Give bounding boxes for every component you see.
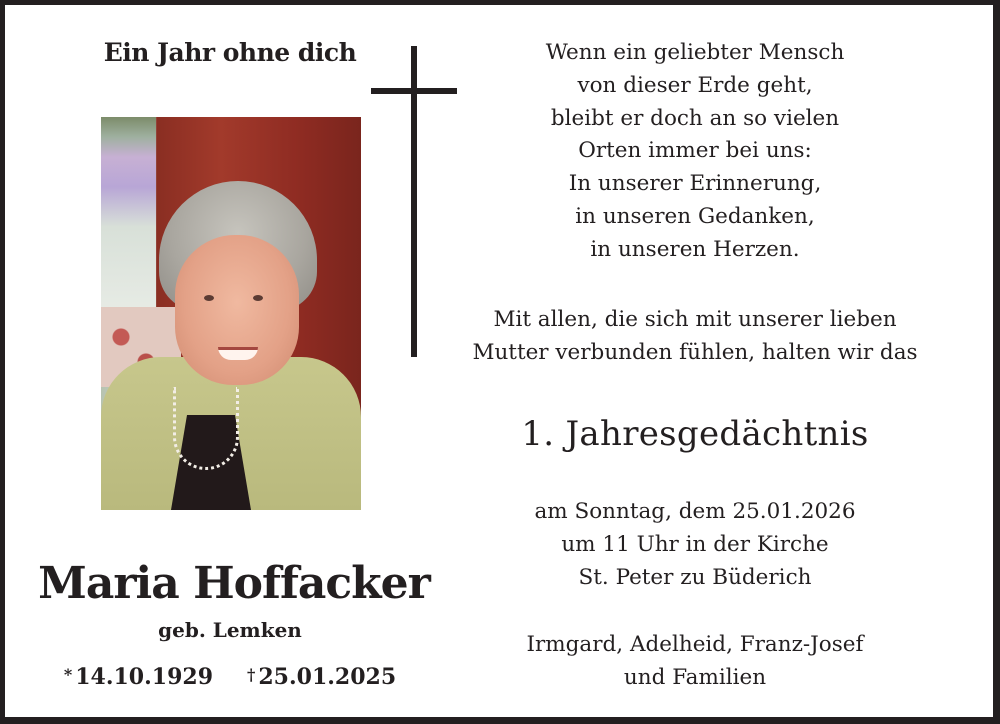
death-dagger-icon: † [247,665,256,684]
portrait-photo [101,117,361,510]
death-date: 25.01.2025 [258,664,397,690]
service-location: St. Peter zu Büderich [578,564,812,590]
poem-line: Wenn ein geliebter Mensch [545,40,845,65]
birth-star-icon: * [63,665,73,684]
service-time: um 11 Uhr in der Kirche [561,531,829,557]
poem-line: In unserer Erinnerung, [568,171,822,197]
service-date: am Sonntag, dem 25.01.2026 [534,499,856,524]
birth-date: 14.10.1929 [75,664,213,690]
poem-line: bleibt er doch an so vielen [550,105,840,131]
poem [455,37,935,267]
photo-background-window [101,117,156,317]
poem-line: von dieser Erde geht, [577,72,813,98]
family-suffix: und Familien [623,665,767,690]
photo-eye-right [253,295,263,301]
photo-necklace [173,387,239,470]
poem-line: in unseren Herzen. [590,236,800,262]
deceased-name: Maria Hoffacker [38,558,430,609]
photo-face [175,235,299,385]
occasion-title: 1. Jahresgedächtnis [521,414,869,454]
maiden-name: geb. Lemken [158,618,302,642]
service-details [455,496,935,594]
cross-horizontal-bar [371,88,457,94]
poem-line: Orten immer bei uns: [578,138,812,164]
family-signature [455,628,935,694]
poem-line: in unseren Gedanken, [575,203,815,229]
life-dates [40,664,420,690]
intro-line: Mit allen, die sich mit unserer lieben [493,307,897,332]
family-names: Irmgard, Adelheid, Franz-Josef [526,632,864,657]
photo-eye-left [204,295,214,301]
intro-line: Mutter verbunden fühlen, halten wir das [472,339,918,365]
intro-text [455,304,935,370]
headline: Ein Jahr ohne dich [103,38,357,67]
